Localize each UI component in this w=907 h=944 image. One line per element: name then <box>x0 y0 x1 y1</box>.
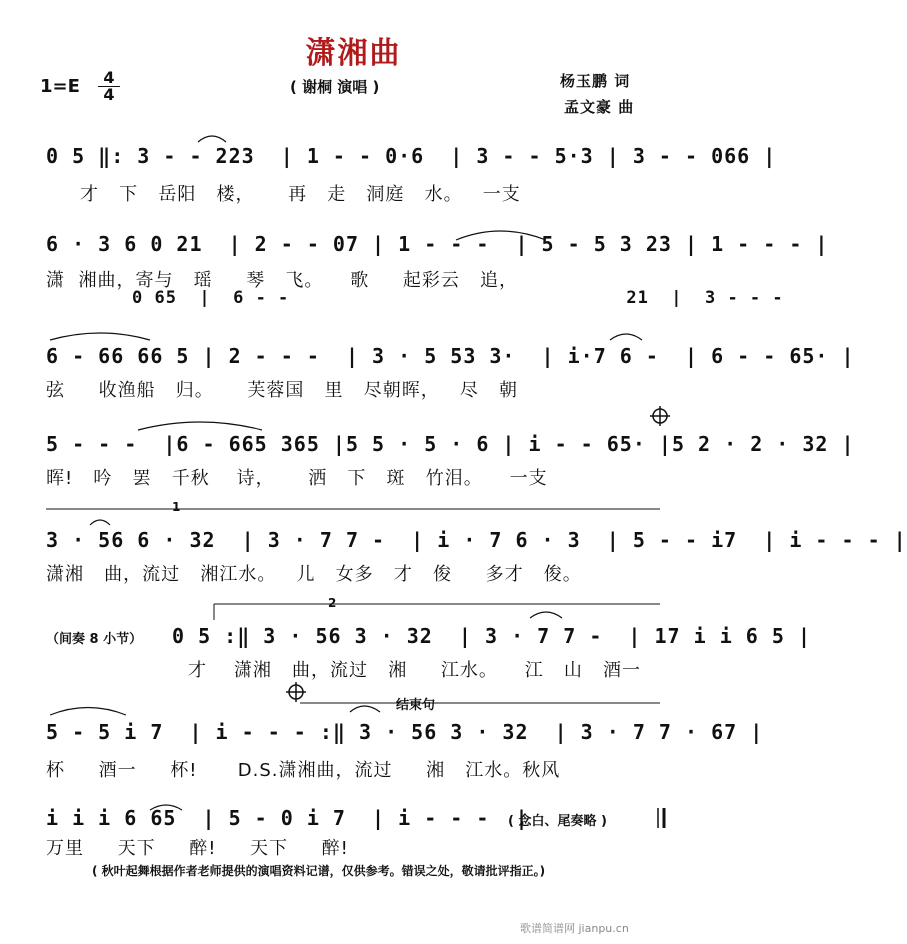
composer-credit: 孟文豪 曲 <box>564 98 635 116</box>
lyric-row-3: 弦 收渔船 归。 芙蓉国 里 尽朝晖， 尽 朝 <box>46 380 519 401</box>
melody-row-6: 0 5 :‖ 3 · 56 3 · 32 | 3 · 7 7 - | 17 i i 6 5 | <box>172 624 812 648</box>
lyric-row-6: 才 潇湘 曲，流过 湘 江水。 江 山 酒一 <box>188 660 642 681</box>
key-signature: 1=E <box>40 76 80 97</box>
interlude-label: （间奏 8 小节） <box>46 632 143 647</box>
volta-1-number: 1 <box>172 500 181 514</box>
melody-row-2-lower: 0 65 | 6 - - 21 | 3 - - - <box>132 288 784 308</box>
lyric-row-2: 潇 湘曲，寄与 瑶 琴 飞。 歌 起彩云 追， <box>46 270 519 291</box>
time-bottom: 4 <box>98 86 120 103</box>
footer-note: ( 秋叶起舞根据作者老师提供的演唱资料记谱，仅供参考。错误之处，敬请批评指正。) <box>92 864 546 878</box>
time-top: 4 <box>103 68 115 87</box>
lyricist-credit: 杨玉鹏 词 <box>560 72 631 90</box>
lyric-row-5: 潇湘 曲，流过 湘江水。 儿 女多 才 俊 多才 俊。 <box>46 564 582 585</box>
lyric-row-1: 才 下 岳阳 楼， 再 走 洞庭 水。 一支 <box>80 184 521 205</box>
watermark: 歌谱简谱网 jianpu.cn <box>520 922 629 935</box>
volta-2-number: 2 <box>328 596 337 610</box>
spoken-outro-note: ( 念白、尾奏略 ) <box>508 814 607 829</box>
melody-row-2: 6 · 3 6 0 21 | 2 - - 07 | 1 - - - | 5 - 5 3 23 | 1 - - - | <box>46 232 829 256</box>
melody-row-3: 6 - 66 66 5 | 2 - - - | 3 · 5 53 3· | i·7 6 - | 6 - - 65· | <box>46 344 855 368</box>
ending-label: 结束句 <box>396 698 436 713</box>
melody-row-7: 5 - 5 i 7 | i - - - :‖ 3 · 56 3 · 32 | 3 · 7 7 · 67 | <box>46 720 764 744</box>
melody-row-5: 3 · 56 6 · 32 | 3 · 7 7 - | i · 7 6 · 3 | 5 - - i7 | i - - - | <box>46 528 907 552</box>
page-title: 潇湘曲 <box>305 36 402 71</box>
melody-row-8: i i i 6 65 | 5 - 0 i 7 | i - - - | <box>46 806 529 830</box>
lyric-row-4: 晖! 吟 罢 千秋 诗， 洒 下 斑 竹泪。 一支 <box>46 468 548 489</box>
melody-row-1: 0 5 ‖: 3 - - 223 | 1 - - 0·6 | 3 - - 5·3 | 3 - - 066 | <box>46 144 777 168</box>
lyric-row-8: 万里 天下 醉! 天下 醉! <box>46 838 349 859</box>
singer-credit: ( 谢桐 演唱 ) <box>290 78 380 96</box>
lyric-row-7: 杯 酒一 杯! D.S.潇湘曲，流过 湘 江水。秋风 <box>46 760 561 781</box>
melody-row-4: 5 - - - |6 - 665 365 |5 5 · 5 · 6 | i - - 65· |5 2 · 2 · 32 | <box>46 432 855 456</box>
